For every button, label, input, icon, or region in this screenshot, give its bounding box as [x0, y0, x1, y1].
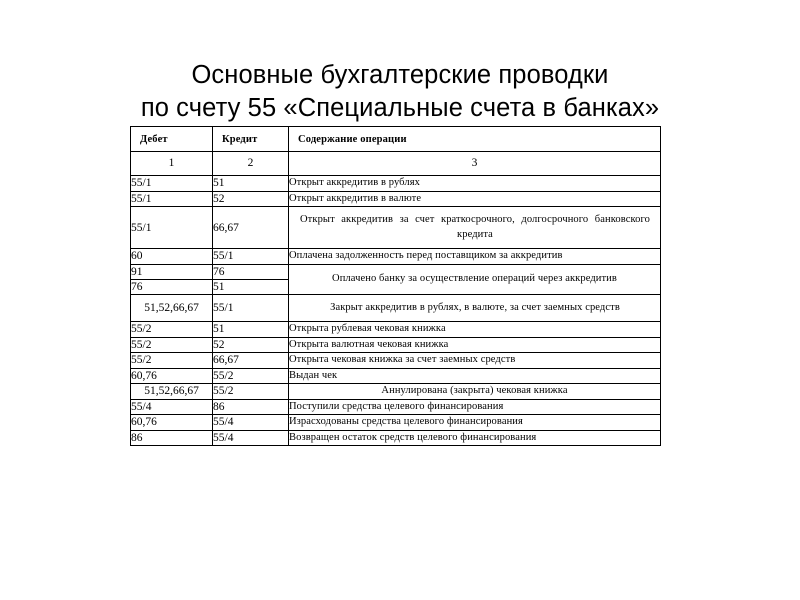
cell-credit: 76 [213, 264, 289, 279]
cell-debit: 55/2 [131, 322, 213, 338]
cell-credit: 51 [213, 322, 289, 338]
cell-debit: 76 [131, 279, 213, 294]
cell-debit: 91 [131, 264, 213, 279]
cell-credit: 51 [213, 279, 289, 294]
table-row [131, 337, 661, 353]
table-row [131, 191, 661, 207]
table-row [131, 368, 661, 384]
cell-debit: 60,76 [131, 415, 213, 431]
cell-credit: 86 [213, 399, 289, 415]
cell-description: Открыта чековая книжка за счет заемных средств [289, 353, 661, 369]
cell-debit: 60 [131, 249, 213, 265]
cell-debit: 55/2 [131, 353, 213, 369]
accounting-entries-table-container [130, 126, 660, 446]
cell-description: Выдан чек [289, 368, 661, 384]
table-row [131, 384, 661, 400]
cell-credit: 51 [213, 176, 289, 192]
table-row [131, 415, 661, 431]
cell-credit: 52 [213, 191, 289, 207]
cell-credit: 55/1 [213, 249, 289, 265]
cell-credit: 55/1 [213, 294, 289, 322]
table-row [131, 399, 661, 415]
table-row [131, 294, 661, 322]
cell-description: Открыта рублевая чековая книжка [289, 322, 661, 338]
cell-credit: 66,67 [213, 353, 289, 369]
table-header-row [131, 127, 661, 152]
cell-description: Открыт аккредитив в валюте [289, 191, 661, 207]
cell-debit: 51,52,66,67 [131, 294, 213, 322]
column-number-debit: 1 [131, 152, 213, 176]
table-header [131, 127, 661, 176]
table-row [131, 322, 661, 338]
table-row [131, 430, 661, 446]
cell-debit: 60,76 [131, 368, 213, 384]
cell-credit: 55/2 [213, 384, 289, 400]
page-title-line-1: Основные бухгалтерские проводки [191, 61, 609, 90]
cell-description: Открыт аккредитив в рублях [289, 176, 661, 192]
cell-description: Поступили средства целевого финансирования [289, 399, 661, 415]
column-header-credit: Кредит [213, 127, 289, 152]
cell-debit: 55/1 [131, 191, 213, 207]
cell-description: Возвращен остаток средств целевого финансирования [289, 430, 661, 446]
cell-credit: 55/4 [213, 415, 289, 431]
table-row [131, 249, 661, 265]
cell-debit: 51,52,66,67 [131, 384, 213, 400]
table-row [131, 176, 661, 192]
table-body [131, 176, 661, 446]
column-number-description: 3 [289, 152, 661, 176]
page-title-line-2: по счету 55 «Специальные счета в банках» [140, 94, 660, 123]
table-column-number-row [131, 152, 661, 176]
cell-credit: 52 [213, 337, 289, 353]
cell-description: Оплачено банку за осуществление операций через аккредитив [289, 264, 661, 294]
column-header-debit: Дебет [131, 127, 213, 152]
page-title [0, 59, 800, 125]
cell-description: Открыт аккредитив за счет краткосрочного, долгосрочного банковского кредита [289, 207, 661, 249]
cell-credit: 66,67 [213, 207, 289, 249]
cell-debit: 55/4 [131, 399, 213, 415]
column-header-description: Содержание операции [289, 127, 661, 152]
cell-debit: 55/1 [131, 176, 213, 192]
cell-debit: 55/2 [131, 337, 213, 353]
cell-description: Закрыт аккредитив в рублях, в валюте, за счет заемных средств [289, 294, 661, 322]
cell-description: Открыта валютная чековая книжка [289, 337, 661, 353]
table-row [131, 353, 661, 369]
table-row [131, 264, 661, 279]
cell-credit: 55/2 [213, 368, 289, 384]
cell-debit: 86 [131, 430, 213, 446]
table-row [131, 207, 661, 249]
cell-credit: 55/4 [213, 430, 289, 446]
cell-description: Израсходованы средства целевого финансирования [289, 415, 661, 431]
cell-description: Оплачена задолженность перед поставщиком за аккредитив [289, 249, 661, 265]
accounting-entries-table [130, 126, 661, 446]
column-number-credit: 2 [213, 152, 289, 176]
cell-description: Аннулирована (закрыта) чековая книжка [289, 384, 661, 400]
cell-debit: 55/1 [131, 207, 213, 249]
